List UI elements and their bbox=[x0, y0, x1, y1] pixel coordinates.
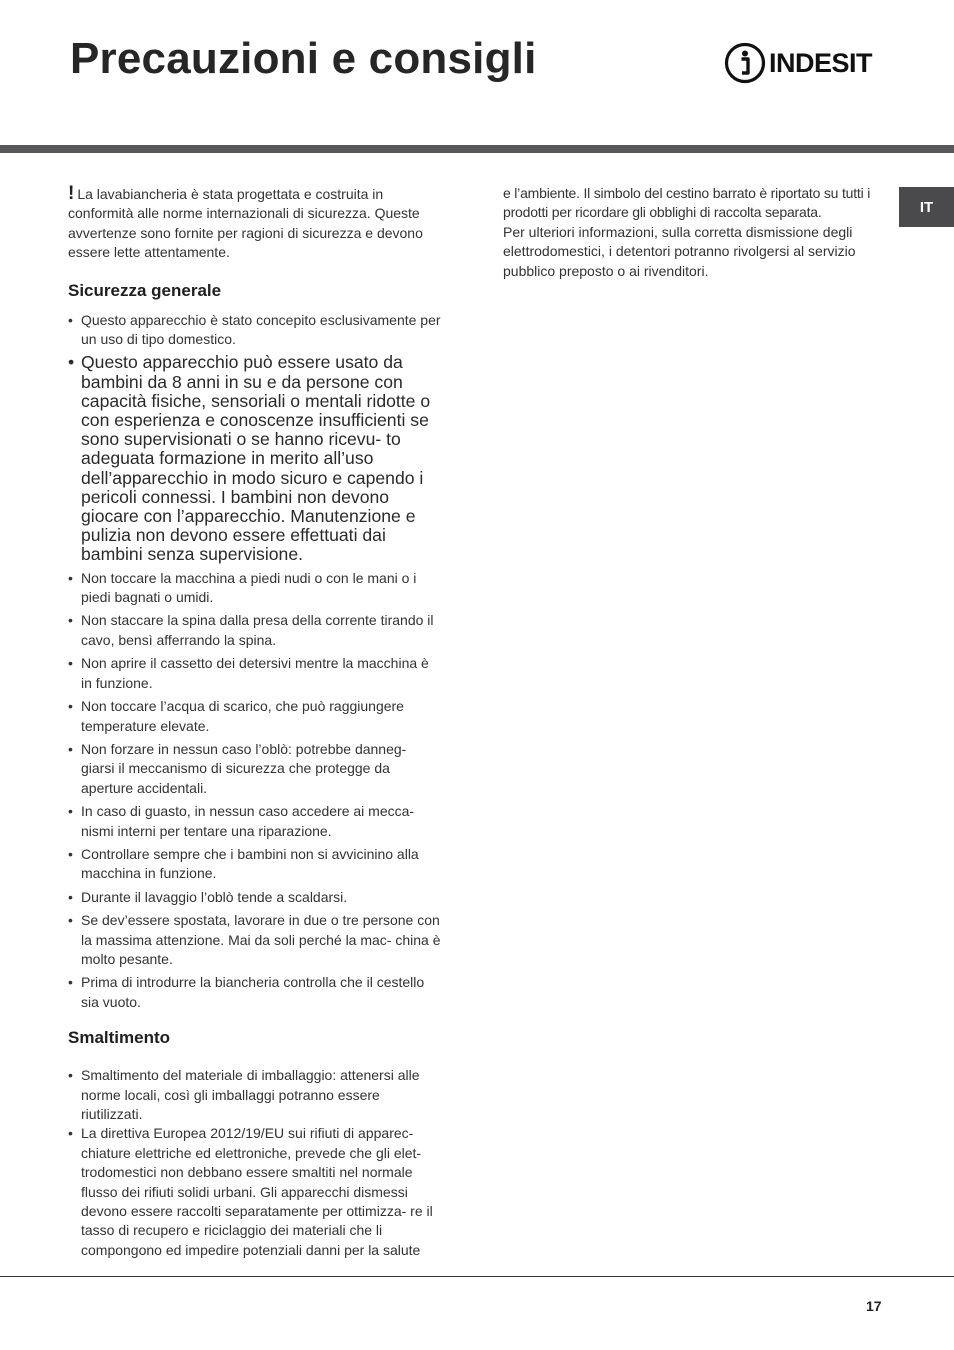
left-column bbox=[68, 184, 442, 1260]
list-item: • Controllare sempre che i bambini non si avvicinino alla macchina in funzione. bbox=[68, 845, 442, 884]
smaltimento-list bbox=[68, 1066, 442, 1260]
right-column bbox=[503, 184, 879, 281]
list-item: • La direttiva Europea 2012/19/EU sui rifiuti di apparec- chiature elettriche ed elettroniche, prevede che gli elet- trodomestici non debbano essere smaltiti nel normale flusso dei rifiuti solidi urbani. Gli apparecchi dismessi devono essere raccolti separatamente per ottimizza- re il tasso di recupero e riciclaggio dei materiali che li compongono ed impedire potenziali danni per la salute bbox=[68, 1124, 442, 1260]
list-item: • Prima di introdurre la biancheria controlla che il cestello sia vuoto. bbox=[68, 973, 442, 1012]
footer-rule bbox=[0, 1276, 954, 1277]
list-item: • Questo apparecchio è stato concepito esclusivamente per un uso di tipo domestico. bbox=[68, 311, 442, 350]
heading-smaltimento: Smaltimento bbox=[68, 1028, 171, 1048]
page-title: Precauzioni e consigli bbox=[70, 34, 537, 83]
list-item: • Non staccare la spina dalla presa della corrente tirando il cavo, bensì afferrando la spina. bbox=[68, 611, 442, 650]
list-item: • Non aprire il cassetto dei detersivi mentre la macchina è in funzione. bbox=[68, 654, 442, 693]
smaltimento-continuation: e l’ambiente. Il simbolo del cestino barrato è riportato su tutti i prodotti per ricordare gli obblighi di raccolta separata. bbox=[503, 185, 871, 221]
list-item: • Smaltimento del materiale di imballaggio: attenersi alle norme locali, così gli imballaggi potranno essere riutilizzati. bbox=[68, 1066, 442, 1124]
intro-text: La lavabiancheria è stata progettata e costruita in conformità alle norme internazionali di sicurezza. Queste avvertenze sono fornite per ragioni di sicurezza e devono essere lette attentamente. bbox=[68, 186, 423, 261]
list-item: • Se dev’essere spostata, lavorare in due o tre persone con la massima attenzione. Mai da soli perché la mac- china è molto pesante. bbox=[68, 911, 442, 969]
header-rule bbox=[0, 145, 954, 153]
heading-sicurezza: Sicurezza generale bbox=[68, 280, 222, 300]
list-item: • Durante il lavaggio l’oblò tende a scaldarsi. bbox=[68, 888, 442, 907]
indesit-logo-icon bbox=[724, 42, 766, 84]
indesit-logo bbox=[724, 42, 872, 84]
language-tab: IT bbox=[899, 187, 954, 227]
list-item: • Non toccare la macchina a piedi nudi o con le mani o i piedi bagnati o umidi. bbox=[68, 569, 442, 608]
further-info-paragraph: Per ulteriori informazioni, sulla corretta dismissione degli elettrodomestici, i detentori potranno rivolgersi al servizio pubblico preposto o ai rivenditori. bbox=[503, 223, 856, 279]
sicurezza-list bbox=[68, 311, 442, 1013]
brand-name: INDESIT bbox=[769, 47, 873, 78]
page-number: 17 bbox=[866, 1298, 882, 1314]
list-item: • Questo apparecchio può essere usato da bambini da 8 anni in su e da persone con capacità fisiche, sensoriali o mentali ridotte o con esperienza e conoscenze insufficienti se sono supervisionati o se hanno ricevu- to adeguata formazione in merito all’uso dell’apparecchio in modo sicuro e capendo i pericoli connessi. I bambini non devono giocare con l’apparecchio. Manutenzione e pulizia non devono essere effettuati dai bambini senza supervisione. bbox=[68, 353, 442, 564]
list-item: • Non toccare l’acqua di scarico, che può raggiungere temperature elevate. bbox=[68, 697, 442, 736]
intro-paragraph bbox=[68, 184, 442, 263]
list-item: • Non forzare in nessun caso l’oblò: potrebbe danneg- giarsi il meccanismo di sicurezza che protegge da aperture accidentali. bbox=[68, 740, 442, 798]
list-item: • In caso di guasto, in nessun caso accedere ai mecca- nismi interni per tentare una riparazione. bbox=[68, 802, 442, 841]
warning-mark: ! bbox=[68, 183, 75, 204]
